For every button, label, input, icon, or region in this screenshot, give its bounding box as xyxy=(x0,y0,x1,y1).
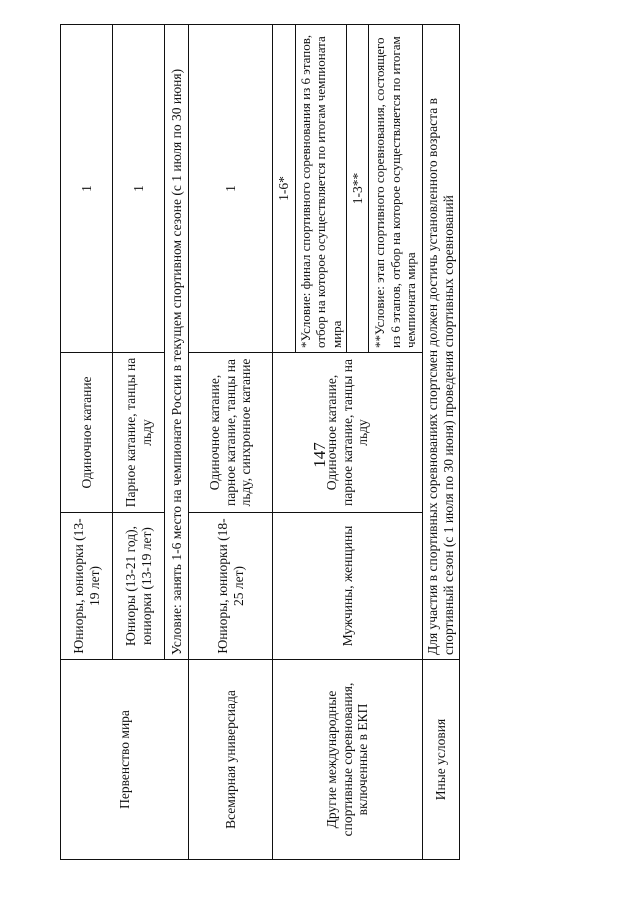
table-row xyxy=(422,25,459,860)
other-conditions-label: Иные условия xyxy=(422,660,459,860)
table-row xyxy=(273,25,296,860)
age-cell: Юниоры, юниорки (13-19 лет) xyxy=(61,513,113,660)
discipline-cell: Парное катание, танцы на льду xyxy=(113,353,165,513)
discipline-cell: Одиночное катание, парное катание, танцы на льду, синхронное катание xyxy=(189,353,273,513)
rotated-table-container xyxy=(60,25,455,860)
place-cell: 1 xyxy=(113,25,165,353)
competition-cell-other-international: Другие международные спортивные соревнования, включенные в ЕКП xyxy=(273,660,423,860)
condition-note-cell: **Условие: этап спортивного соревнования, состоящего из 6 этапов, отбор на которое осуществляется по итогам чемпионата мира xyxy=(368,25,422,353)
age-cell: Юниоры, юниорки (18-25 лет) xyxy=(189,513,273,660)
place-cell: 1-3** xyxy=(346,25,368,353)
place-cell: 1 xyxy=(61,25,113,353)
age-cell: Юниоры (13-21 год), юниорки (13-19 лет) xyxy=(113,513,165,660)
competition-cell-world-junior: Первенство мира xyxy=(61,660,189,860)
ranking-conditions-table xyxy=(60,24,460,860)
page-number: 147 xyxy=(310,442,329,468)
place-cell: 1 xyxy=(189,25,273,353)
competition-cell-universiade: Всемирная универсиада xyxy=(189,660,273,860)
table-row xyxy=(189,25,273,860)
discipline-cell: Одиночное катание xyxy=(61,353,113,513)
discipline-cell: Одиночное катание, парное катание, танцы на льду xyxy=(273,353,423,513)
condition-cell: Условие: занять 1-6 место на чемпионате России в текущем спортивном сезоне (с 1 июля по 30 июня) xyxy=(165,25,189,660)
table-row xyxy=(61,25,113,860)
place-cell: 1-6* xyxy=(273,25,296,353)
condition-note-cell: *Условие: финал спортивного соревнования из 6 этапов, отбор на которое осуществляется по итогам чемпионата мира xyxy=(296,25,347,353)
other-conditions-text: Для участия в спортивных соревнованиях спортсмен должен достичь установленного возраста в спортивный сезон (с 1 июля по 30 июня) проведения спортивных соревнований xyxy=(422,25,459,660)
age-cell: Мужчины, женщины xyxy=(273,513,423,660)
